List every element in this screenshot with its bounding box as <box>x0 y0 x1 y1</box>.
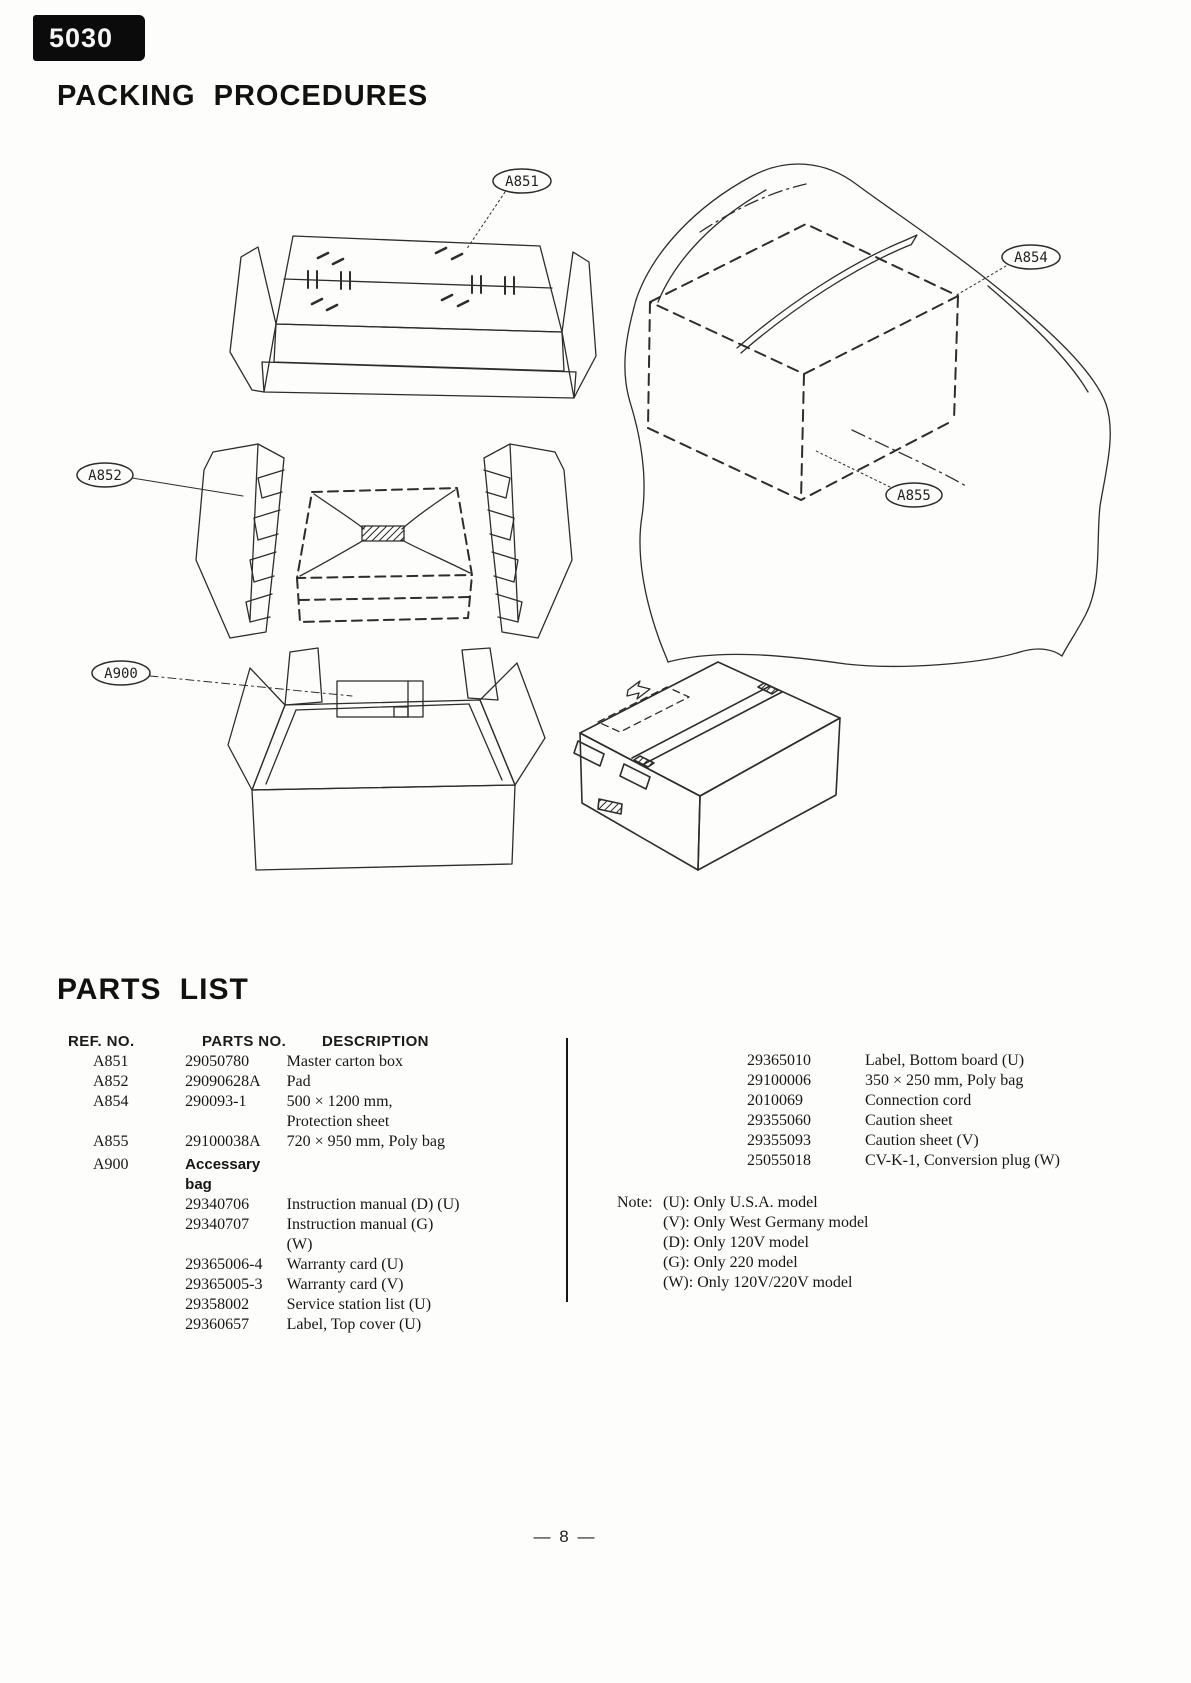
table-row <box>68 1215 460 1255</box>
table-row <box>68 1052 460 1072</box>
note-line: (G): Only 220 model <box>663 1254 798 1271</box>
part-cell: 290093-1 <box>185 1093 247 1110</box>
table-row <box>68 1315 460 1335</box>
table-row <box>68 1155 460 1195</box>
part-cell: 29100038A <box>185 1133 261 1150</box>
desc-cell: Master carton box <box>286 1053 404 1070</box>
table-row <box>68 1092 460 1132</box>
part-cell: 29340707 <box>185 1216 250 1233</box>
parts-table-header <box>68 1033 429 1050</box>
table-row <box>68 1275 460 1295</box>
desc-cell: Warranty card (U) <box>286 1256 404 1273</box>
page-number: — 8 — <box>533 1527 597 1546</box>
table-row <box>747 1151 1127 1171</box>
table-row <box>68 1255 460 1275</box>
note-line: (W): Only 120V/220V model <box>663 1274 853 1291</box>
part-cell: 29050780 <box>185 1053 250 1070</box>
model-number: 5030 <box>49 22 114 53</box>
table-row <box>747 1131 1127 1151</box>
table-row <box>68 1295 460 1315</box>
note-block <box>617 1193 868 1293</box>
table-row <box>68 1072 460 1092</box>
part-cell: 29355093 <box>747 1132 811 1149</box>
part-cell: 25055018 <box>747 1152 811 1169</box>
parts-no-header: PARTS NO. <box>202 1033 287 1050</box>
desc-cell: Label, Top cover (U) <box>286 1316 422 1333</box>
description-header: DESCRIPTION <box>322 1033 429 1050</box>
table-row <box>747 1071 1127 1091</box>
open-carton-drawing <box>228 648 545 870</box>
table-row <box>747 1051 1127 1071</box>
parts-list-title: PARTS LIST <box>57 973 249 1006</box>
column-divider <box>566 1038 568 1302</box>
callouts <box>77 169 1060 696</box>
part-cell: 29365010 <box>747 1052 811 1069</box>
desc-cell: Pad <box>286 1073 311 1090</box>
desc-cell: Instruction manual (G) (W) <box>286 1216 434 1253</box>
part-cell: 29358002 <box>185 1296 250 1313</box>
callout-a900: A900 <box>104 666 138 682</box>
desc-cell: CV-K-1, Conversion plug (W) <box>865 1152 1060 1169</box>
desc-cell: 720 × 950 mm, Poly bag <box>286 1133 445 1150</box>
note-line: (D): Only 120V model <box>663 1234 809 1251</box>
ref-cell: A854 <box>93 1093 129 1110</box>
part-cell: 2010069 <box>747 1092 803 1109</box>
callout-a854: A854 <box>1014 250 1048 266</box>
ref-cell: A851 <box>93 1053 129 1070</box>
callout-a852: A852 <box>88 468 122 484</box>
part-cell: 29340706 <box>185 1196 250 1213</box>
desc-cell: Service station list (U) <box>286 1296 432 1313</box>
callout-a855: A855 <box>897 488 931 504</box>
note-label: Note: <box>617 1194 653 1211</box>
closed-carton-drawing <box>230 236 596 398</box>
desc-cell: Warranty card (V) <box>286 1276 404 1293</box>
part-cell: Accessary bag <box>185 1156 261 1193</box>
desc-cell: Caution sheet (V) <box>865 1132 979 1149</box>
note-line: (V): Only West Germany model <box>663 1214 869 1231</box>
desc-cell: Label, Bottom board (U) <box>865 1052 1025 1069</box>
part-cell: 29100006 <box>747 1072 811 1089</box>
model-badge <box>33 15 145 61</box>
table-row <box>747 1111 1127 1131</box>
part-cell: 29090628A <box>185 1073 261 1090</box>
part-cell: 29365005-3 <box>185 1276 263 1293</box>
table-row <box>68 1195 460 1215</box>
desc-cell: 500 × 1200 mm, Protection sheet <box>286 1093 393 1130</box>
note-line: (U): Only U.S.A. model <box>663 1194 818 1211</box>
ref-cell: A852 <box>93 1073 129 1090</box>
desc-cell: Caution sheet <box>865 1112 953 1129</box>
ref-no-header: REF. NO. <box>68 1033 135 1050</box>
pads-drawing <box>196 444 572 638</box>
parts-table-left <box>68 1052 460 1335</box>
desc-cell: Instruction manual (D) (U) <box>286 1196 460 1213</box>
callout-a851: A851 <box>505 174 539 190</box>
part-cell: 29360657 <box>185 1316 250 1333</box>
sealed-carton-drawing <box>574 662 840 870</box>
ref-cell: A900 <box>93 1156 129 1173</box>
desc-cell: Connection cord <box>865 1092 972 1109</box>
part-cell: 29365006-4 <box>185 1256 263 1273</box>
parts-table-right <box>747 1051 1127 1171</box>
wrapped-unit-drawing <box>625 164 1110 666</box>
ref-cell: A855 <box>93 1133 129 1150</box>
desc-cell: 350 × 250 mm, Poly bag <box>865 1072 1024 1089</box>
table-row <box>68 1132 460 1152</box>
table-row <box>747 1091 1127 1111</box>
part-cell: 29355060 <box>747 1112 811 1129</box>
packing-procedures-title: PACKING PROCEDURES <box>57 80 429 112</box>
